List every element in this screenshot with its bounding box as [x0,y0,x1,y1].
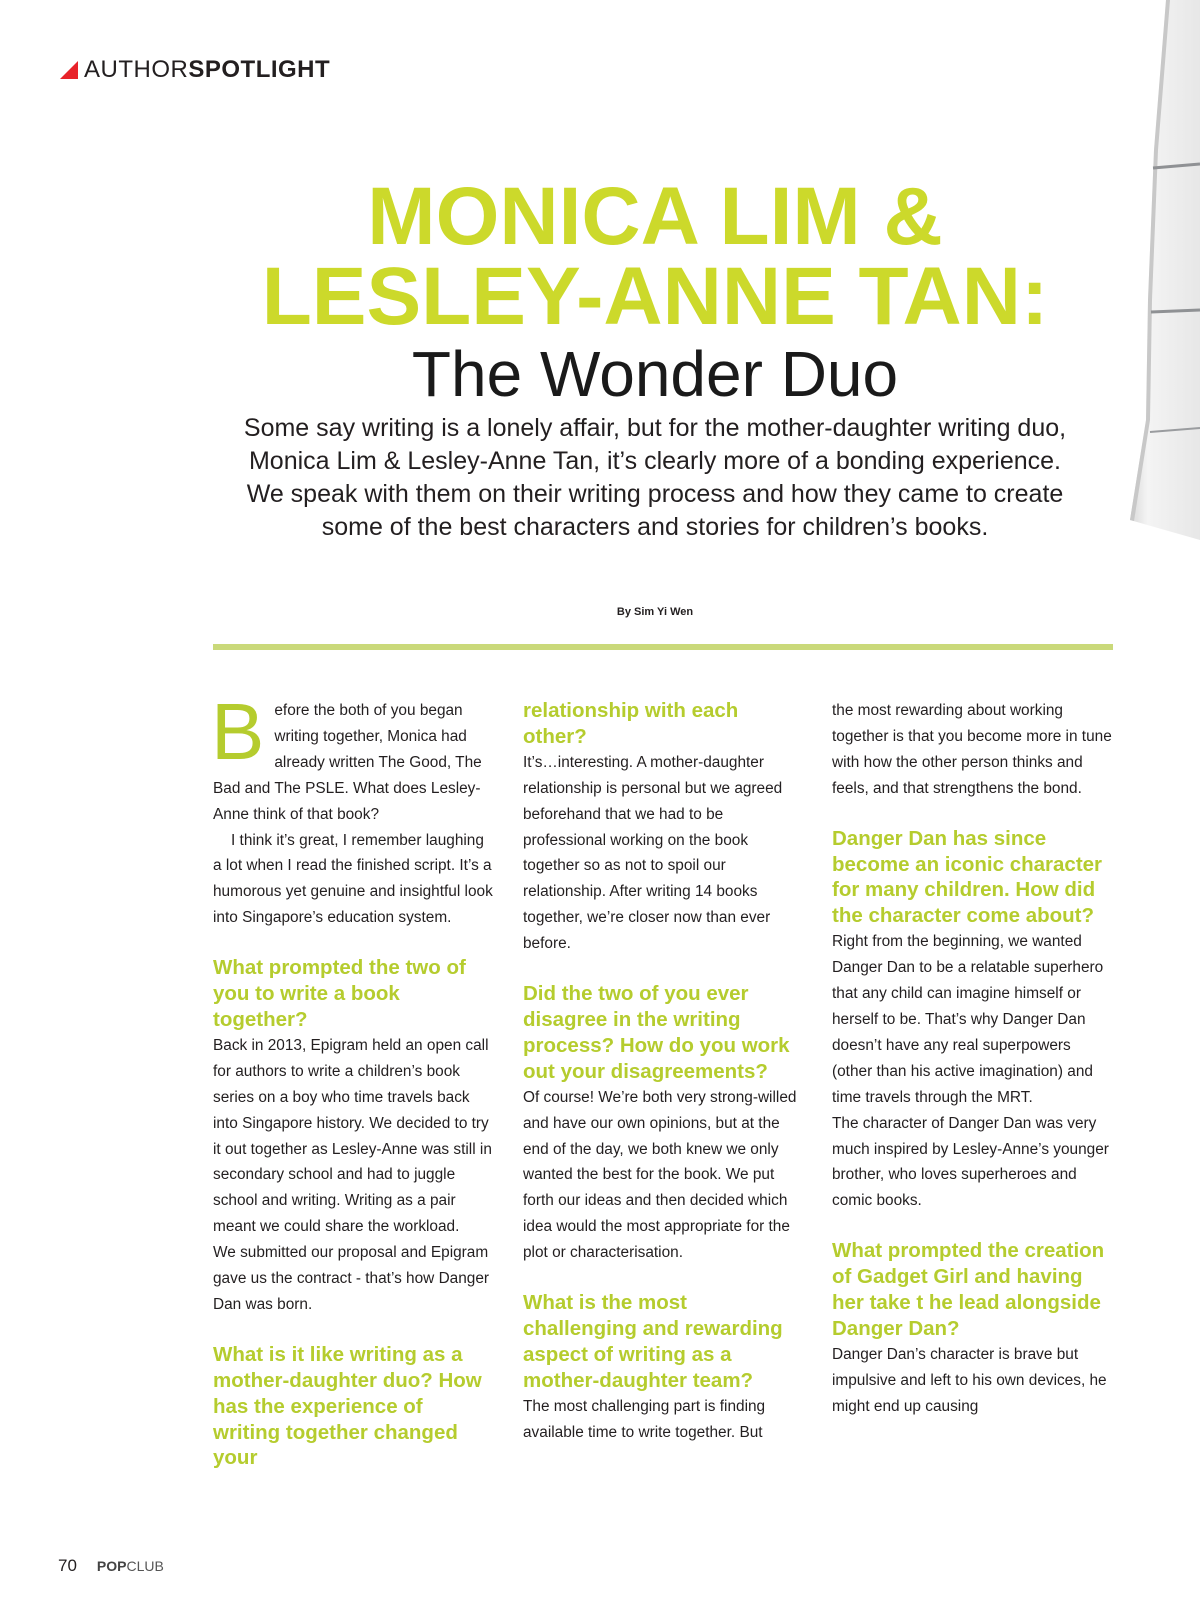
article-column-1 [211,687,495,1471]
kicker-bold: SPOTLIGHT [188,56,331,83]
article-column-3 [832,698,1114,1420]
question-heading: What prompted the creation of Gadget Girl and having her take t he lead alongside Danger Dan? [832,1239,1105,1340]
answer-paragraph: Danger Dan’s character is brave but impulsive and left to his own devices, he might end up causing [832,1345,1107,1415]
question-heading: Did the two of you ever disagree in the writing process? How do you work out your disagreements? [523,982,790,1083]
facing-page-edge [1128,0,1200,540]
question-heading: What prompted the two of you to write a book together? [213,956,466,1031]
answer-paragraph: We submitted our proposal and Epigram gave us the contract - that’s how Danger Dan was born. [213,1244,490,1313]
kicker-light: AUTHOR [84,56,189,83]
divider-rule [213,644,1113,650]
answer-paragraph: Back in 2013, Epigram held an open call for authors to write a children’s book series on a boy who time travels back into Singapore history. We decided to try it out together as Lesley-Anne was still in secondary school and had to juggle school and writing. Writing as a pair meant we could share the workload. [213,1036,492,1236]
magazine-brand-bold: POP [96,1558,127,1574]
page-footer [58,1556,164,1576]
article-column-2 [523,698,805,1445]
answer-paragraph: It’s…interesting. A mother-daughter relationship is personal but we agreed beforehand that we had to be professional working on the book together so as not to spoil our relationship. After writing 14 books together, we’re closer now than ever before. [523,753,783,953]
standfirst: Some say writing is a lonely affair, but for the mother-daughter writing duo, Monica Lim & Lesley-Anne Tan, it’s clearly more of a bonding experience. We speak with them on their writing process and how they came to create some of the best characters and stories for children’s books. [243,414,1067,541]
answer-paragraph: I think it’s great, I remember laughing a lot when I read the finished script. It’s a humorous yet genuine and insightful look into Singapore’s education system. [213,831,493,927]
question-heading: What is the most challenging and rewarding aspect of writing as a mother-daughter team? [523,1291,783,1392]
headline-line-1: MONICA LIM & [367,171,943,262]
question-heading-continued: relationship with each other? [523,699,739,748]
question-heading: Danger Dan has since become an iconic character for many children. How did the character come about? [832,826,1103,928]
answer-paragraph: Right from the beginning, we wanted Danger Dan to be a relatable superhero that any child can imagine himself or herself to be. That’s why Danger Dan doesn’t have any real superpowers (other than his active imagination) and time travels through the MRT. [832,933,1104,1106]
red-triangle-icon [60,61,78,79]
answer-paragraph: The character of Danger Dan was very much inspired by Lesley-Anne’s younger brother, who loves superheroes and comic books. [832,1114,1109,1210]
headline-line-2: LESLEY-ANNE TAN: [261,251,1049,342]
answer-paragraph: The most challenging part is finding available time to write together. But [523,1397,766,1441]
headline-subtitle: The Wonder Duo [411,338,899,410]
intro-text: efore the both of you began writing together, Monica had already written The Good, The Bad and The PSLE. What does Lesley-Anne think of that book? [213,702,482,823]
drop-cap: B [211,687,265,776]
page-number: 70 [58,1556,77,1575]
question-heading: What is it like writing as a mother-daughter duo? How has the experience of writing together changed your [213,1342,482,1470]
byline: By Sim Yi Wen [616,606,694,618]
section-kicker [60,56,330,84]
intro-question [211,687,495,828]
answer-paragraph: Of course! We’re both very strong-willed and have our own opinions, but at the end of the day, we both knew we only wanted the best for the book. We put forth our ideas and then decided which idea would the most appropriate for the plot or characterisation. [523,1088,797,1262]
answer-paragraph-continued: the most rewarding about working together is that you become more in tune with how the other person thinks and feels, and that strengthens the bond. [832,702,1112,797]
magazine-brand-light: CLUB [126,1558,164,1574]
